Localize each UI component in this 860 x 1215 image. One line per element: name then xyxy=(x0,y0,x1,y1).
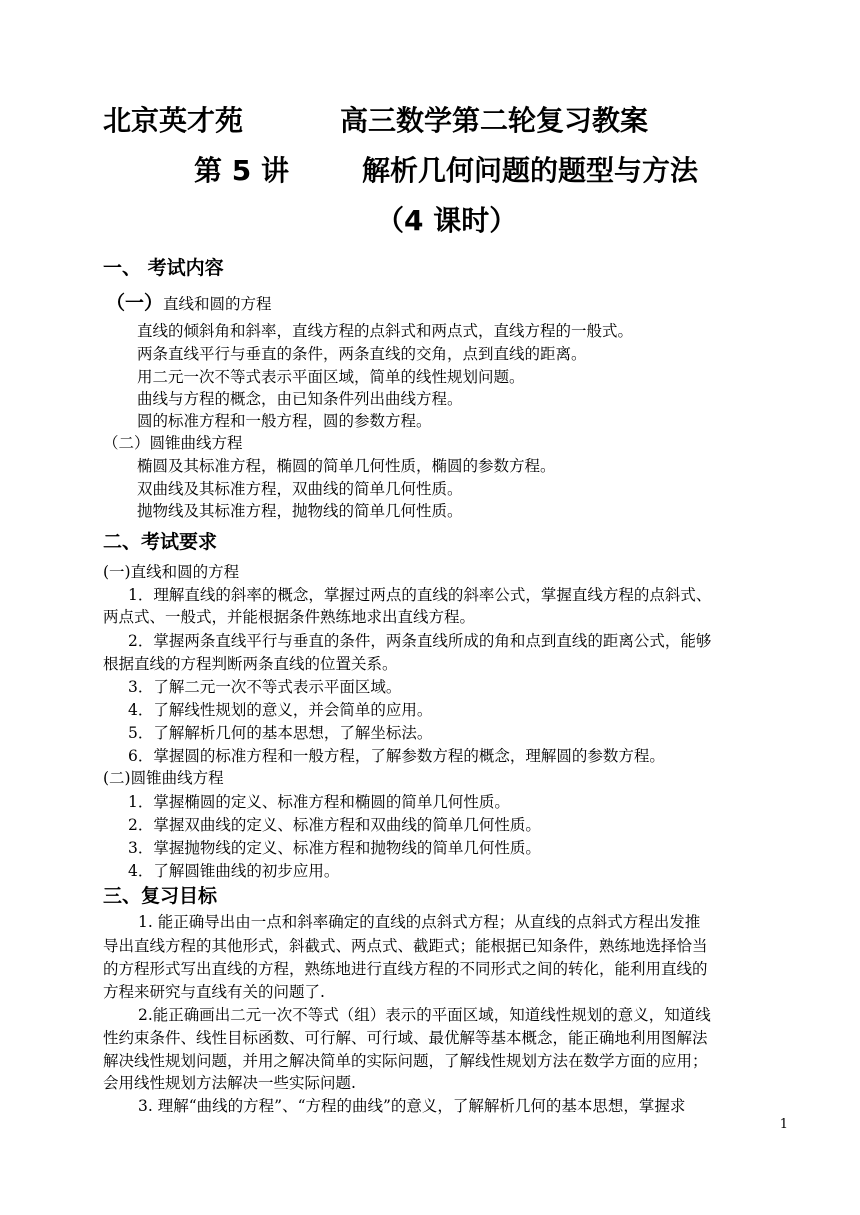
subsection-heading: (二)圆锥曲线方程 xyxy=(103,769,224,787)
subsection-heading: (一)直线和圆的方程 xyxy=(103,563,240,581)
doc-title: 高三数学第二轮复习教案 xyxy=(340,104,649,137)
content-line: 用二元一次不等式表示平面区域，简单的线性规划问题。 xyxy=(137,368,525,386)
content-line: 两条直线平行与垂直的条件，两条直线的交角，点到直线的距离。 xyxy=(137,345,587,363)
content-line: 1．理解直线的斜率的概念，掌握过两点的直线的斜率公式，掌握直线方程的点斜式、 xyxy=(128,586,712,604)
lecture-number: 第 5 讲 xyxy=(194,154,289,187)
content-line: 1．掌握椭圆的定义、标准方程和椭圆的简单几何性质。 xyxy=(128,793,510,811)
subsection-heading xyxy=(106,293,272,314)
class-hours: （4 课时） xyxy=(376,204,518,237)
section-heading: 一、 考试内容 xyxy=(103,257,224,279)
section-heading: 二、考试要求 xyxy=(103,531,218,553)
content-line: 会用线性规划方法解决一些实际问题. xyxy=(103,1074,356,1092)
content-line: 曲线与方程的概念，由已知条件列出曲线方程。 xyxy=(137,390,463,408)
content-line: 两点式、一般式，并能根据条件熟练地求出直线方程。 xyxy=(103,608,476,626)
content-line: 方程来研究与直线有关的问题了. xyxy=(103,983,325,1001)
content-line: 2．掌握双曲线的定义、标准方程和双曲线的简单几何性质。 xyxy=(128,816,541,834)
content-line: 根据直线的方程判断两条直线的位置关系。 xyxy=(103,655,398,673)
content-line: 圆的标准方程和一般方程，圆的参数方程。 xyxy=(137,412,432,430)
content-line: 导出直线方程的其他形式，斜截式、两点式、截距式；能根据已知条件，熟练地选择恰当 xyxy=(103,937,708,955)
content-line: 3．掌握抛物线的定义、标准方程和抛物线的简单几何性质。 xyxy=(128,839,541,857)
content-line: 抛物线及其标准方程，抛物线的简单几何性质。 xyxy=(137,502,463,520)
content-line: 6．掌握圆的标准方程和一般方程，了解参数方程的概念，理解圆的参数方程。 xyxy=(128,747,665,765)
page-number: 1 xyxy=(779,1117,788,1132)
content-line: 3. 理解“曲线的方程”、“方程的曲线”的意义，了解解析几何的基本思想，掌握求 xyxy=(138,1097,686,1115)
subsection-title: 直线和圆的方程 xyxy=(163,295,272,313)
school-name: 北京英才苑 xyxy=(103,104,244,137)
subsection-heading: （二）圆锥曲线方程 xyxy=(103,434,243,452)
content-line: 的方程形式写出直线的方程，熟练地进行直线方程的不同形式之间的转化，能利用直线的 xyxy=(103,960,708,978)
content-line: 5．了解解析几何的基本思想，了解坐标法。 xyxy=(128,724,433,742)
content-line: 4．了解圆锥曲线的初步应用。 xyxy=(128,862,340,880)
content-line: 椭圆及其标准方程，椭圆的简单几何性质，椭圆的参数方程。 xyxy=(137,457,556,475)
content-line: 解决线性规划问题，并用之解决简单的实际问题，了解线性规划方法在数学方面的应用； xyxy=(103,1052,708,1070)
content-line: 直线的倾斜角和斜率，直线方程的点斜式和两点式，直线方程的一般式。 xyxy=(137,322,634,340)
content-line: 4．了解线性规划的意义，并会简单的应用。 xyxy=(128,701,433,719)
content-line: 性约束条件、线性目标函数、可行解、可行域、最优解等基本概念，能正确地利用图解法 xyxy=(103,1029,708,1047)
content-line: 2．掌握两条直线平行与垂直的条件，两条直线所成的角和点到直线的距离公式，能够 xyxy=(128,632,712,650)
section-heading: 三、复习目标 xyxy=(103,885,218,907)
lecture-title: 解析几何问题的题型与方法 xyxy=(362,154,699,187)
content-line: 双曲线及其标准方程，双曲线的简单几何性质。 xyxy=(137,480,463,498)
content-line: 2.能正确画出二元一次不等式（组）表示的平面区域，知道线性规划的意义，知道线 xyxy=(138,1006,711,1024)
content-line: 1. 能正确导出由一点和斜率确定的直线的点斜式方程；从直线的点斜式方程出发推 xyxy=(138,913,701,931)
content-line: 3．了解二元一次不等式表示平面区域。 xyxy=(128,678,402,696)
subsection-mark: （一） xyxy=(106,292,164,314)
